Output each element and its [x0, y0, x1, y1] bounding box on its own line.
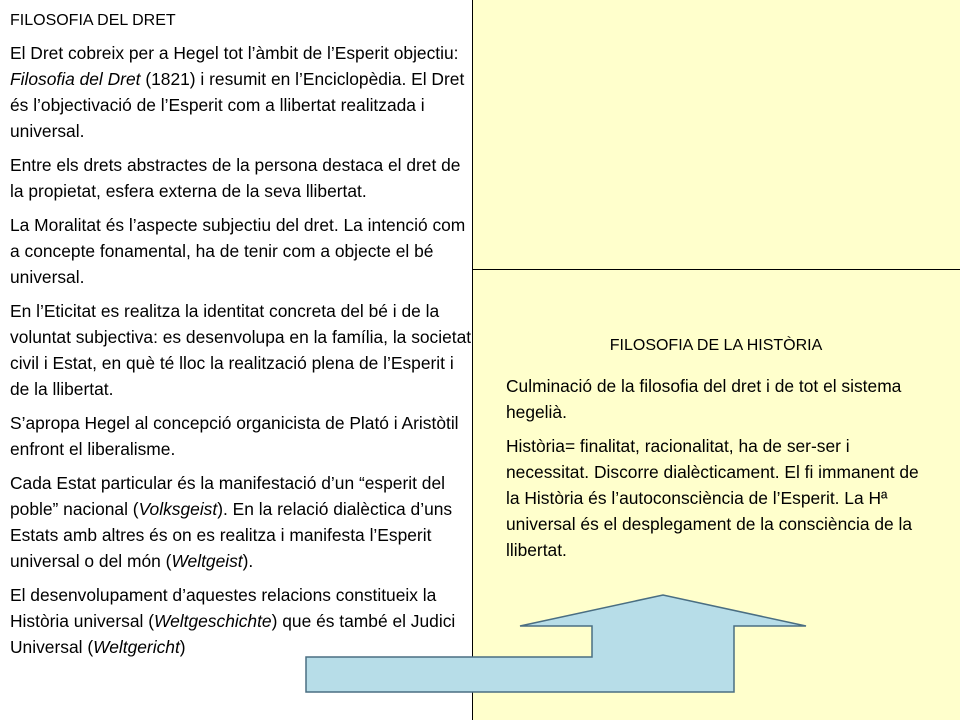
- italic-term: Weltgericht: [93, 637, 180, 657]
- text-span: ). En la relació dialèctica d’uns Estats amb altres és on es realitza i manifesta l’Esperit universal o del món (: [10, 499, 453, 571]
- section-title-historia: FILOSOFIA DE LA HISTÒRIA: [609, 337, 823, 354]
- paragraph-dret-4: En l’Eticitat es realitza la identitat concreta del bé i de la voluntat subjectiva: es desenvolupa en la família, la societat civil i Estat, en què té lloc la realització plena de l’Esperit i de la llibertat.: [10, 301, 472, 399]
- paragraph-dret-5: S’apropa Hegel al concepció organicista de Plató i Aristòtil enfront el liberalisme.: [10, 413, 459, 459]
- paragraph-dret-2: Entre els drets abstractes de la persona destaca el dret de la propietat, esfera externa de la seva llibertat.: [10, 155, 461, 201]
- italic-term: Weltgeschichte: [154, 611, 272, 631]
- paragraph-historia-1: Culminació de la filosofia del dret i de tot el sistema hegelià.: [506, 376, 902, 422]
- text-span: ): [179, 637, 186, 657]
- text-span: El Dret cobreix per a Hegel tot l’àmbit de l’Esperit objectiu:: [10, 43, 459, 63]
- text-span: (1821) i resumit en l’Enciclopèdia. El Dret és l’objectivació de l’Esperit com a llibertat realitzada i universal.: [10, 69, 465, 141]
- paragraph-dret-3: La Moralitat és l’aspecte subjectiu del dret. La intenció com a concepte fonamental, ha de tenir com a objecte el bé universal.: [10, 215, 466, 287]
- text-span: ) que és també el Judici Universal (: [10, 611, 456, 657]
- paragraph-historia-2: Història= finalitat, racionalitat, ha de ser-ser i necessitat. Discorre dialècticament. El fi immanent de la Història és l’autoconsciència de l’Esperit. La Hª universal és el desplegament de la consciència de la llibertat.: [506, 436, 919, 560]
- italic-term: Volksgeist: [138, 499, 218, 519]
- italic-term: Filosofia del Dret: [10, 69, 141, 89]
- text-span: ).: [242, 551, 254, 571]
- italic-term: Weltgeist: [171, 551, 243, 571]
- text-span: Cada Estat particular és la manifestació d’un “esperit del poble” nacional (: [10, 473, 445, 519]
- section-title-dret: FILOSOFIA DEL DRET: [10, 12, 176, 29]
- text-span: El desenvolupament d’aquestes relacions constitueix la Història universal (: [10, 585, 437, 631]
- bent-up-arrow-shape: [306, 595, 806, 692]
